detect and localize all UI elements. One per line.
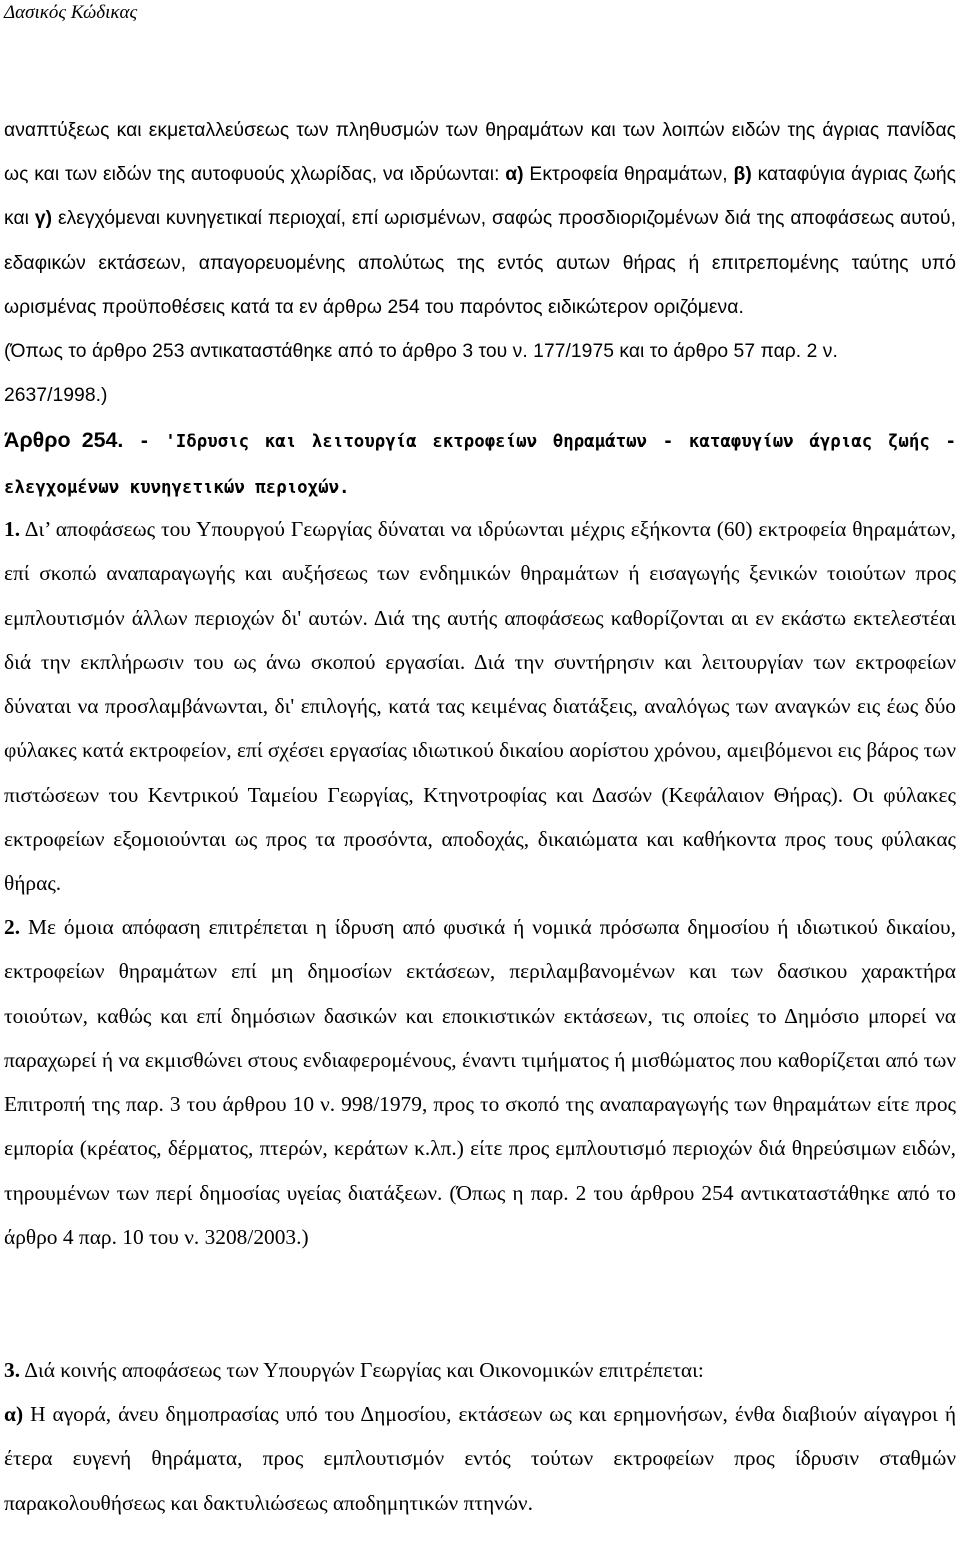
paragraph-1-text: Δι’ αποφάσεως του Υπουργού Γεωργίας δύναται να ιδρύωνται μέχρις εξήκοντα (60) εκτροφεία θηραμάτων, επί σκοπώ αναπαραγωγής και αυξήσεως των ενδημικών θηραμάτων ή εισαγωγής ξενικών τοιούτων προς εμπλουτισμόν άλλων περιοχών δι' αυτών. Διά της αυτής αποφάσεως καθορίζονται αι εν εκάστω εκτελεστέαι διά την εκπλήρωσιν του ως άνω σκοπού εργασίαι. Διά την συντήρησιν και λειτουργίαν των εκτροφείων δύναται να προσλαμβάνωνται, δι' επιλογής, κατά τας κειμένας διατάξεις, αναλόγως των αναγκών εις έως δύο φύλακες κατά εκτροφείον, επί σχέσει εργασίας ιδιωτικού δικαίου αορίστου χρόνου, αμειβόμενοι εις βάρος των πιστώσεων του Κεντρικού Ταμείου Γεωργίας, Κτηνοτροφίας και Δασών (Κεφάλαιον Θήρας). Οι φύλακες εκτροφείων εξομοιούνται ως προς τα προσόντα, αποδοχάς, δικαιώματα και καθήκοντα προς τους φύλακας θήρας. xyxy=(4,517,956,896)
paragraph-3-text: Διά κοινής αποφάσεως των Υπουργών Γεωργίας και Οικονομικών επιτρέπεται: xyxy=(20,1358,704,1382)
item-b-marker: β) xyxy=(733,164,752,186)
article-number: Άρθρο 254. xyxy=(4,428,124,452)
paragraph-2-number: 2. xyxy=(4,915,21,939)
item-a-marker: α) xyxy=(505,164,524,186)
article-heading xyxy=(4,418,956,507)
paragraph-2-text: Με όμοια απόφαση επιτρέπεται η ίδρυση από φυσικά ή νομικά πρόσωπα δημοσίου ή ιδιωτικού δικαίου, εκτροφείων θηραμάτων επί μη δημοσίων εκτάσεων, περιλαμβανομένων και των δασικου χαρακτήρα τοιούτων, καθώς και επί δημόσιων δασικών και εποικιστικών εκτάσεων, τις οποίες το Δημόσιο μπορεί να παραχωρεί ή να εκμισθώνει στους ενδιαφερομένους, έναντι τιμήματος ή μισθώματος που καθορίζεται από των Επιτροπή της παρ. 3 του άρθρου 10 ν. 998/1979, προς το σκοπό της αναπαραγωγής των θηραμάτων είτε προς εμπορία (κρέατος, δέρματος, πτερών, κεράτων κ.λπ.) είτε προς εμπλουτισμό περιοχών διά θηρεύσιμων ειδών, τηρουμένων των περί δημοσίας υγείας διατάξεων. (Όπως η παρ. 2 του άρθρου 254 αντικαταστάθηκε από το άρθρο 4 παρ. 10 του ν. 3208/2003.) xyxy=(4,915,956,1250)
paragraph-1-number: 1. xyxy=(4,517,21,541)
amendment-note: (Όπως το άρθρο 253 αντικαταστάθηκε από το άρθρο 3 του ν. 177/1975 και το άρθρο 57 παρ. 2 ν. 2637/1998.) xyxy=(4,341,838,407)
intro-text-1: αναπτύξεως και εκμεταλλεύσεως των πληθυσμών των θηραμάτων και των λοιπών ειδών της άγριας πανίδας ως και των ειδών της αυτοφυούς χλωρίδας, να ιδρύωνται: xyxy=(4,120,956,186)
intro-paragraph xyxy=(4,109,956,330)
intro-text-3: καταφύγια άγριας ζωής και xyxy=(4,164,956,230)
paragraph-3-number: 3. xyxy=(4,1358,21,1382)
intro-text-4: ελεγχόμεναι κυνηγετικαί περιοχαί, επί ωρισμένων, σαφώς προσδιοριζομένων διά της αποφάσεως αυτού, εδαφικών εκτάσεων, απαγορευομένης απολύτως της εντός αυτων θήρας ή επιτρεπομένης ταύτης υπό ωρισμένας προϋποθέσεις κατά τα εν άρθρω 254 του παρόντος ειδικώτερον οριζόμενα. xyxy=(4,208,956,318)
paragraph-1 xyxy=(4,507,956,905)
page-header: Δασικός Κώδικας xyxy=(4,2,138,23)
article-title: - 'Ιδρυσις και λειτουργία εκτροφείων θηραμάτων - καταφυγίων άγριας ζωής - ελεγχομένων κυνηγετικών περιοχών. xyxy=(4,432,956,498)
paragraph-a-text: Η αγορά, άνευ δημοπρασίας υπό του Δημοσίου, εκτάσεων ως και ερημονήσων, ένθα διαβιούν αίγαγροι ή έτερα ευγενή θηράματα, προς εμπλουτισμόν εντός τούτων εκτροφείων προς ίδρυσιν σταθμών παρακολουθήσεως και δακτυλιώσεως αποδημητικών πτηνών. xyxy=(4,1402,956,1515)
paragraph-3 xyxy=(4,1348,956,1392)
document-body xyxy=(4,109,956,1525)
intro-text-2: Εκτροφεία θηραμάτων, xyxy=(523,164,734,186)
paragraph-a xyxy=(4,1392,956,1525)
paragraph-2 xyxy=(4,905,956,1348)
item-g-marker: γ) xyxy=(34,208,53,230)
paragraph-a-marker: α) xyxy=(4,1402,24,1426)
